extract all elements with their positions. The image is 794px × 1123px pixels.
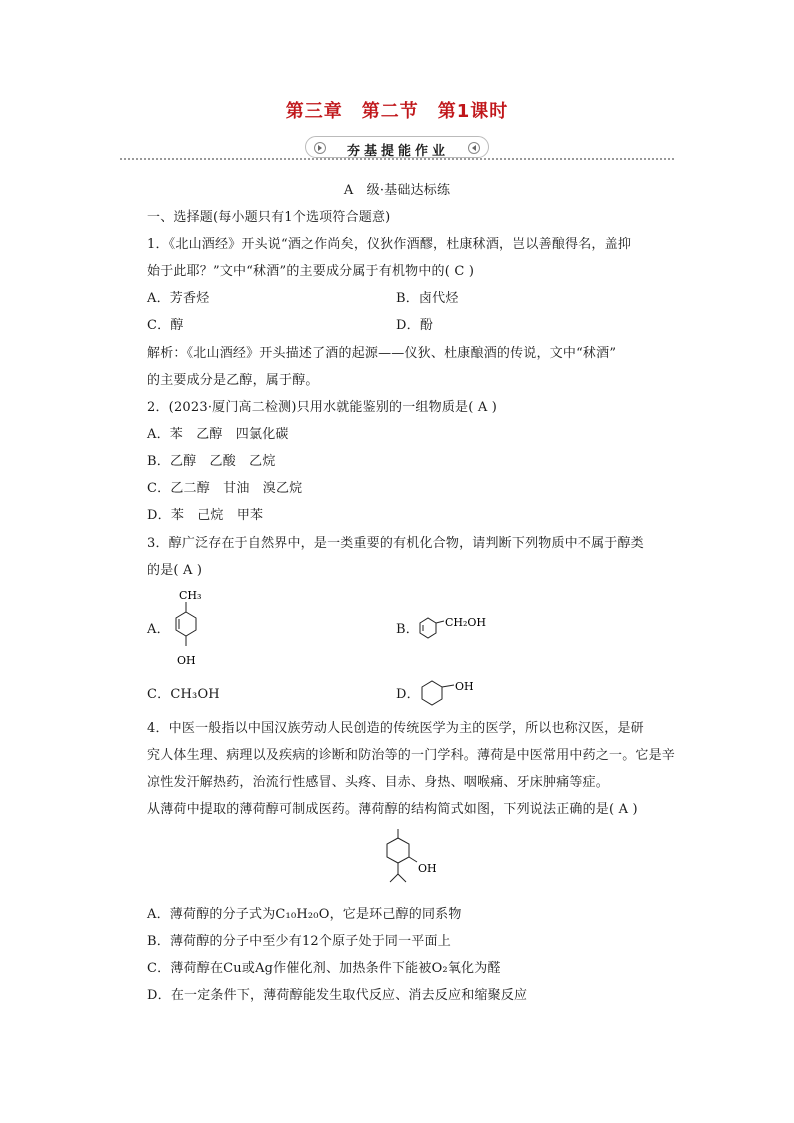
- q4-para2: 从薄荷中提取的薄荷醇可制成医药。薄荷醇的结构简式如图，下列说法正确的是( A ): [147, 802, 638, 817]
- part-heading: 一、选择题(每小题只有1个选项符合题意): [147, 210, 391, 225]
- q2-option-a: A．苯 乙醇 四氯化碳: [147, 427, 289, 442]
- q3-stem-line2: 的是( A ): [147, 563, 203, 578]
- q1-explanation-line1: 解析：《北山酒经》开头描述了酒的起源——仪狄、杜康酿酒的传说，文中“秫酒”: [147, 346, 617, 361]
- q3-stem-line1: 3．醇广泛存在于自然界中，是一类重要的有机化合物，请判断下列物质中不属于醇类: [147, 536, 644, 551]
- section-banner: [120, 136, 674, 162]
- q3-option-a-label: A．: [147, 622, 170, 637]
- q3-option-c: C．CH₃OH: [147, 687, 220, 702]
- q3-b-ch2oh-label: CH₂OH: [445, 616, 487, 629]
- q3-option-b-label: B．: [396, 622, 419, 637]
- q4-para1-line1: 4．中医一般指以中国汉族劳动人民创造的传统医学为主的医学，所以也称汉医，是研: [147, 721, 644, 736]
- q2-option-d: D．苯 己烷 甲苯: [147, 508, 264, 523]
- q3-option-a-structure: [165, 588, 215, 670]
- q4-option-c: C．薄荷醇在Cu或Ag作催化剂、加热条件下能被O₂氧化为醛: [147, 961, 501, 976]
- left-arrow-icon: [468, 142, 480, 154]
- q3-a-ch3-label: CH₃: [179, 589, 202, 602]
- q1-option-b: B．卤代烃: [396, 291, 459, 306]
- q1-option-a: A．芳香烃: [147, 291, 210, 306]
- q4-option-d: D．在一定条件下，薄荷醇能发生取代反应、消去反应和缩聚反应: [147, 988, 528, 1003]
- q4-option-b: B．薄荷醇的分子中至少有12个原子处于同一平面上: [147, 934, 451, 949]
- banner-label: 夯基提能作业: [346, 144, 449, 159]
- q3-option-d-label: D．: [396, 687, 420, 702]
- q1-explanation-line2: 的主要成分是乙醇，属于醇。: [147, 373, 319, 388]
- q1-stem-line2: 始于此耶？”文中“秫酒”的主要成分属于有机物中的( C ): [147, 264, 475, 279]
- q2-option-c: C．乙二醇 甘油 溴乙烷: [147, 481, 303, 496]
- q1-option-d: D．酚: [396, 318, 434, 333]
- q4-para1-line2: 究人体生理、病理以及疾病的诊断和防治等的一门学科。薄荷是中医常用中药之一。它是辛: [147, 748, 676, 763]
- q3-d-oh-label: OH: [455, 680, 474, 693]
- q4-oh-label: OH: [418, 862, 437, 875]
- page-title: 第三章 第二节 第1课时: [285, 101, 509, 122]
- q4-para1-line3: 凉性发汗解热药，治流行性感冒、头疼、目赤、身热、咽喉痛、牙床肿痛等症。: [147, 775, 610, 790]
- banner-pill: [305, 136, 489, 158]
- q3-option-d-structure: [414, 676, 484, 708]
- q2-option-b: B．乙醇 乙酸 乙烷: [147, 454, 276, 469]
- q4-option-a: A．薄荷醇的分子式为C₁₀H₂₀O，它是环己醇的同系物: [147, 907, 462, 922]
- q3-option-b-structure: [414, 614, 504, 644]
- q4-menthol-structure: [376, 826, 446, 894]
- level-heading: A 级·基础达标练: [343, 183, 451, 198]
- q1-option-c: C．醇: [147, 318, 184, 333]
- q3-a-oh-label: OH: [177, 654, 196, 667]
- q1-stem-line1: 1．《北山酒经》开头说“酒之作尚矣，仪狄作酒醪，杜康秫酒，岂以善酿得名，盖抑: [147, 237, 632, 252]
- q2-stem: 2．(2023·厦门高二检测)只用水就能鉴别的一组物质是( A ): [147, 400, 498, 415]
